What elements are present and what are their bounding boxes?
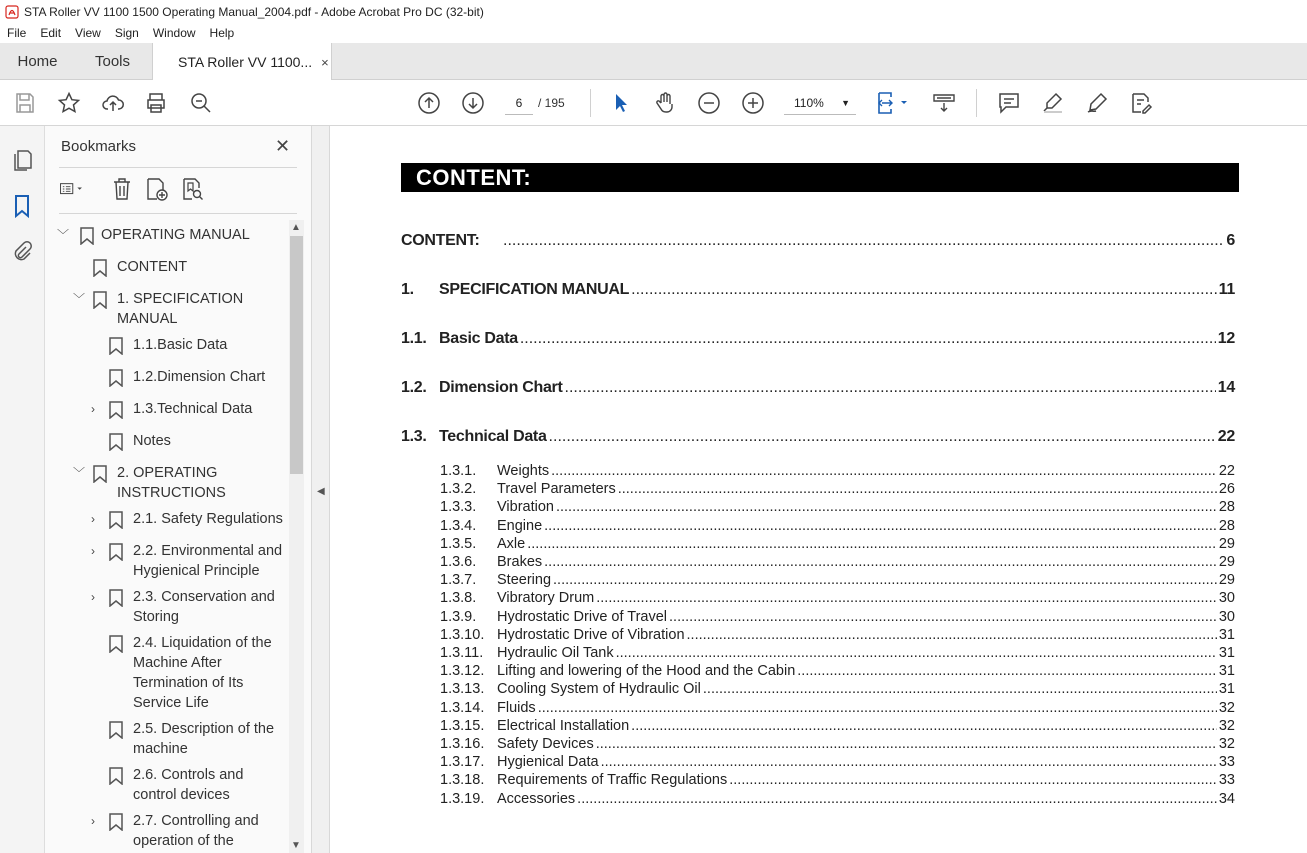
leader-dots	[729, 772, 1217, 788]
toc-entry-number: 1.3.12.	[440, 663, 485, 680]
bookmark-icon	[109, 635, 123, 653]
leader-dots	[687, 627, 1217, 643]
bookmark-icon	[93, 465, 107, 483]
bookmark-icon	[109, 813, 123, 831]
toc-entry-number: 1.3.9.	[440, 608, 477, 625]
chevron-right-icon[interactable]: ›	[91, 402, 95, 416]
tab-tools[interactable]: Tools	[94, 52, 131, 70]
search-zoom-icon[interactable]	[188, 90, 214, 116]
toc-entry-number: 1.3.15.	[440, 717, 485, 734]
next-page-icon[interactable]	[460, 90, 486, 116]
toc-entry-page: 32	[1218, 717, 1235, 734]
bookmark-icon	[80, 227, 94, 245]
page-number-input[interactable]: 6	[505, 91, 533, 115]
bookmark-label: 2.1. Safety Regulations	[133, 511, 283, 527]
bookmark-icon	[109, 337, 123, 355]
leader-dots	[544, 554, 1217, 570]
tab-document[interactable]	[152, 43, 332, 81]
scroll-down-icon[interactable]: ▼	[291, 840, 301, 851]
leader-dots	[544, 518, 1217, 534]
content-heading: CONTENT:	[401, 163, 1239, 192]
divider	[59, 167, 297, 168]
toc-entry-title: Axle	[497, 535, 526, 552]
toc-entry-title: Weights	[497, 463, 550, 479]
bookmark-label: 1. SPECIFICATION MANUAL	[117, 291, 244, 327]
acrobat-icon	[5, 5, 19, 19]
toc-entry[interactable]	[401, 232, 1235, 250]
collapse-panel-icon[interactable]: ◀	[317, 486, 325, 497]
tab-bar	[0, 43, 1307, 80]
chevron-right-icon[interactable]: ›	[91, 544, 95, 558]
document-view[interactable]	[330, 126, 1307, 853]
hand-tool-icon[interactable]	[652, 90, 678, 116]
bookmark-label: 2.3. Conservation and Storing	[133, 589, 275, 625]
scrollbar-thumb[interactable]	[290, 236, 303, 474]
toc-entry-number: 1.3.3.	[440, 499, 477, 516]
toc-entry-title: Cooling System of Hydraulic Oil	[497, 681, 701, 698]
toolbar-divider	[590, 89, 591, 117]
toc-subentry[interactable]	[440, 700, 1235, 716]
bookmark-label: 2.4. Liquidation of the Machine After Termination of Its Service Life	[133, 635, 272, 711]
bookmark-label: 2. OPERATING INSTRUCTIONS	[117, 465, 226, 501]
bookmark-icon	[109, 511, 123, 529]
toc-entry-number: 1.3.6.	[440, 554, 477, 570]
leader-dots	[631, 281, 1217, 299]
toolbar	[0, 80, 1307, 126]
toc-subentry[interactable]	[440, 736, 1235, 752]
previous-page-icon[interactable]	[416, 90, 442, 116]
toc-entry-page: 28	[1218, 499, 1235, 516]
toc-entry-title: Vibratory Drum	[497, 590, 595, 607]
toc-entry-title: Vibration	[497, 499, 554, 516]
bookmark-label: Notes	[133, 433, 171, 449]
bookmark-icon	[109, 767, 123, 785]
bookmark-liquidation[interactable]	[45, 633, 290, 715]
toc-entry-title: Lifting and lowering of the Hood and the Cabin	[497, 663, 796, 680]
toc-entry-page: 30	[1218, 608, 1235, 625]
toc-entry-title: Dimension Chart	[439, 379, 563, 396]
toc-entry-title: Technical Data	[439, 428, 547, 445]
bookmarks-title: Bookmarks	[61, 138, 137, 155]
toc-entry-number: 1.	[401, 281, 414, 298]
new-bookmark-icon[interactable]	[143, 176, 169, 202]
toc-entry-title: Hydrostatic Drive of Travel	[497, 608, 668, 625]
toc-entry-number: 1.3.10.	[440, 626, 485, 643]
bookmark-basic-data[interactable]	[45, 335, 290, 357]
bookmark-icon	[93, 259, 107, 277]
leader-dots	[616, 645, 1217, 661]
highlight-icon[interactable]	[1040, 90, 1066, 116]
toc-entry-page: 26	[1218, 481, 1235, 498]
toc-entry-page: 29	[1218, 535, 1235, 552]
toc-entry-title: Brakes	[497, 554, 543, 570]
bookmark-icon	[109, 589, 123, 607]
toc-entry-page: 31	[1218, 681, 1235, 698]
toc-entry-number: 1.3.1.	[440, 463, 477, 479]
leader-dots	[538, 700, 1217, 716]
toc-entry-number: 1.3.19.	[440, 790, 485, 807]
toc-entry-page: 32	[1218, 699, 1235, 716]
toc-entry-page: 33	[1218, 772, 1235, 789]
toc-entry-page: 34	[1218, 790, 1235, 807]
bookmark-tree	[45, 220, 290, 853]
bookmark-icon	[109, 369, 123, 387]
toc-entry-title: Hygienical Data	[497, 754, 599, 771]
toc-entry-page: 33	[1218, 754, 1235, 771]
draw-sign-icon[interactable]	[1084, 90, 1110, 116]
toc-entry-title: Hydrostatic Drive of Vibration	[497, 626, 685, 643]
toc-subentry[interactable]	[440, 645, 1235, 661]
leader-dots	[549, 428, 1216, 446]
title-bar	[0, 0, 1307, 23]
bookmark-conservation[interactable]	[45, 587, 290, 629]
chevron-down-icon[interactable]: ﹀	[57, 228, 70, 242]
fit-page-icon[interactable]	[876, 90, 912, 116]
toc-entry-number: 1.3.18.	[440, 772, 485, 789]
toc-entry-title: Engine	[497, 517, 543, 534]
zoom-in-icon[interactable]	[740, 90, 766, 116]
bookmark-panel-icon[interactable]	[10, 194, 34, 218]
toc-entry-page: 22	[1217, 428, 1235, 445]
bookmark-label: CONTENT	[117, 259, 188, 275]
toc-subentry[interactable]	[440, 772, 1235, 788]
toc-subentry[interactable]	[440, 609, 1235, 625]
bookmark-controls[interactable]	[45, 765, 290, 807]
leader-dots	[601, 754, 1217, 770]
leader-dots	[527, 536, 1217, 552]
toc-subentry[interactable]	[440, 554, 1235, 570]
tab-home[interactable]: Home	[17, 52, 58, 70]
window-title: STA Roller VV 1100 1500 Operating Manual_2004.pdf - Adobe Acrobat Pro DC (32-bit)	[24, 4, 484, 19]
bookmark-icon	[109, 401, 123, 419]
leader-dots	[797, 663, 1217, 679]
divider	[59, 213, 297, 214]
toc-entry-number: 1.3.4.	[440, 517, 477, 534]
toc-entry-page: 6	[1226, 232, 1235, 249]
comment-icon[interactable]	[996, 90, 1022, 116]
cloud-upload-icon[interactable]	[100, 90, 126, 116]
toc-subentry[interactable]	[440, 518, 1235, 534]
toc-entry-page: 32	[1218, 736, 1235, 752]
chevron-right-icon[interactable]: ›	[91, 590, 95, 604]
toc-entry-title: Accessories	[497, 790, 576, 807]
toc-entry-number: 1.1.	[401, 330, 427, 347]
toc-entry-number: 1.3.2.	[440, 481, 477, 498]
toolbar-divider	[976, 89, 977, 117]
bookmark-controlling[interactable]	[45, 811, 290, 853]
fill-sign-icon[interactable]	[1128, 90, 1154, 116]
select-cursor-icon[interactable]	[608, 90, 634, 116]
leader-dots	[596, 736, 1217, 752]
page-thumbnails-icon[interactable]	[10, 148, 34, 172]
toc-subentry[interactable]	[440, 590, 1235, 606]
chevron-down-icon: ▼	[841, 98, 850, 108]
leader-dots	[596, 590, 1217, 606]
bookmark-dimension-chart[interactable]	[45, 367, 290, 389]
bookmark-notes[interactable]	[45, 431, 290, 453]
toc-subentry[interactable]	[440, 718, 1235, 734]
toc-subentry[interactable]	[440, 572, 1235, 588]
toc-entry-number: 1.3.17.	[440, 754, 485, 771]
bookmark-label: 2.6. Controls and control devices	[133, 767, 244, 803]
bookmark-label: 2.7. Controlling and operation of the	[133, 813, 259, 849]
toc-entry-title: Safety Devices	[497, 736, 594, 752]
menu-sign[interactable]: Sign	[114, 26, 139, 40]
star-icon[interactable]	[56, 90, 82, 116]
toc-entry-page: 29	[1218, 572, 1235, 589]
toc-entry-page: 11	[1218, 281, 1235, 298]
bookmark-label: 1.1.Basic Data	[133, 337, 228, 353]
close-icon[interactable]: ✕	[275, 136, 291, 156]
attachment-icon[interactable]	[10, 240, 34, 264]
delete-icon[interactable]	[109, 176, 135, 202]
toc-entry[interactable]	[401, 379, 1235, 397]
bookmark-safety-regulations[interactable]	[45, 509, 290, 531]
save-icon[interactable]	[12, 90, 38, 116]
toc-entry-number: 1.3.5.	[440, 535, 477, 552]
toc-entry-page: 12	[1217, 330, 1235, 347]
bookmark-icon	[93, 291, 107, 309]
toc-entry-page: 31	[1218, 645, 1235, 661]
toc-entry[interactable]	[401, 428, 1235, 446]
toc-entry-number: 1.3.13.	[440, 681, 485, 698]
toc-entry[interactable]	[401, 330, 1235, 348]
toc-entry-page: 30	[1218, 590, 1235, 607]
bookmark-label: 1.3.Technical Data	[133, 401, 253, 417]
scroll-up-icon[interactable]: ▲	[291, 222, 301, 233]
page-total: / 195	[538, 96, 565, 110]
toc-entry-title: SPECIFICATION MANUAL	[439, 281, 630, 298]
leader-dots	[556, 499, 1217, 515]
toc-subentry[interactable]	[440, 663, 1235, 679]
zoom-select[interactable]	[784, 91, 856, 115]
toc-entry-number: 1.3.8.	[440, 590, 477, 607]
scroll-mode-icon[interactable]	[931, 90, 957, 116]
toc-entry-number: 1.3.16.	[440, 736, 485, 752]
toc-subentry[interactable]	[440, 791, 1235, 807]
bookmark-icon	[109, 721, 123, 739]
toc-entry-title: Basic Data	[439, 330, 518, 347]
bookmark-environmental[interactable]	[45, 541, 290, 583]
menu-window[interactable]: Window	[152, 26, 196, 40]
toc-entry-title: Electrical Installation	[497, 717, 630, 734]
toc-subentry[interactable]	[440, 499, 1235, 515]
leader-dots	[631, 718, 1217, 734]
leader-dots	[577, 791, 1217, 807]
toc-entry-number: CONTENT:	[401, 232, 480, 249]
chevron-right-icon[interactable]: ›	[91, 814, 95, 828]
bookmark-icon	[109, 543, 123, 561]
menu-bar	[0, 23, 1307, 43]
leader-dots	[520, 330, 1216, 348]
toc-entry-page: 31	[1218, 626, 1235, 643]
toc-entry-number: 1.3.14.	[440, 699, 485, 716]
toc-entry-page: 31	[1218, 663, 1235, 680]
toc-entry-title: Fluids	[497, 699, 536, 716]
toc-entry-page: 29	[1218, 554, 1235, 570]
toc-subentry[interactable]	[440, 463, 1235, 479]
bookmark-label: 2.2. Environmental and Hygienical Principle	[133, 543, 283, 579]
bookmark-operating-manual[interactable]	[45, 225, 290, 247]
toc-entry-page: 28	[1218, 517, 1235, 534]
toc-subentry[interactable]	[440, 536, 1235, 552]
menu-view[interactable]: View	[75, 26, 101, 40]
chevron-right-icon[interactable]: ›	[91, 512, 95, 526]
menu-edit[interactable]: Edit	[40, 26, 62, 40]
leader-dots	[703, 681, 1217, 697]
toc-entry[interactable]	[401, 281, 1235, 299]
toc-subentry[interactable]	[440, 627, 1235, 643]
chevron-down-icon[interactable]: ﹀	[73, 466, 86, 480]
toc-entry-number: 1.2.	[401, 379, 427, 396]
bookmark-icon	[109, 433, 123, 451]
tab-document-label: STA Roller VV 1100...	[178, 54, 313, 70]
leader-dots	[503, 232, 1224, 250]
zoom-value: 110%	[794, 96, 824, 110]
toc-entry-title: Travel Parameters	[497, 481, 616, 498]
toc-entry-number: 1.3.	[401, 428, 427, 445]
bookmark-technical-data[interactable]	[45, 399, 290, 421]
leader-dots	[551, 463, 1217, 479]
toc-entry-number: 1.3.7.	[440, 572, 477, 589]
menu-help[interactable]: Help	[209, 26, 235, 40]
leader-dots	[669, 609, 1217, 625]
leader-dots	[553, 572, 1217, 588]
panel-splitter[interactable]	[312, 126, 330, 853]
toc-entry-page: 22	[1218, 463, 1235, 479]
left-rail	[0, 126, 45, 853]
options-menu-icon[interactable]	[59, 176, 85, 202]
bookmarks-panel	[45, 126, 312, 853]
toc-entry-title: Steering	[497, 572, 552, 589]
bookmark-specification-manual[interactable]	[45, 289, 290, 331]
leader-dots	[565, 379, 1216, 397]
leader-dots	[618, 481, 1217, 497]
bookmark-label: 1.2.Dimension Chart	[133, 369, 266, 385]
toc-entry-page: 14	[1217, 379, 1235, 396]
close-tab-icon[interactable]: ×	[321, 54, 329, 70]
toc-entry-number: 1.3.11.	[440, 645, 484, 661]
bookmark-content[interactable]	[45, 257, 290, 279]
bookmark-operating-instructions[interactable]	[45, 463, 290, 505]
toc-subentry[interactable]	[440, 681, 1235, 697]
toc-entry-title: Requirements of Traffic Regulations	[497, 772, 728, 789]
bookmark-description[interactable]	[45, 719, 290, 761]
zoom-out-icon[interactable]	[696, 90, 722, 116]
print-icon[interactable]	[143, 90, 169, 116]
menu-file[interactable]: File	[7, 26, 27, 40]
toc-subentry[interactable]	[440, 481, 1235, 497]
toc-subentry[interactable]	[440, 754, 1235, 770]
chevron-down-icon[interactable]: ﹀	[73, 292, 86, 306]
bookmark-label: 2.5. Description of the machine	[133, 721, 275, 757]
bookmark-label: OPERATING MANUAL	[101, 227, 250, 243]
toc-entry-title: Hydraulic Oil Tank	[497, 645, 614, 661]
find-bookmark-icon[interactable]	[179, 176, 205, 202]
